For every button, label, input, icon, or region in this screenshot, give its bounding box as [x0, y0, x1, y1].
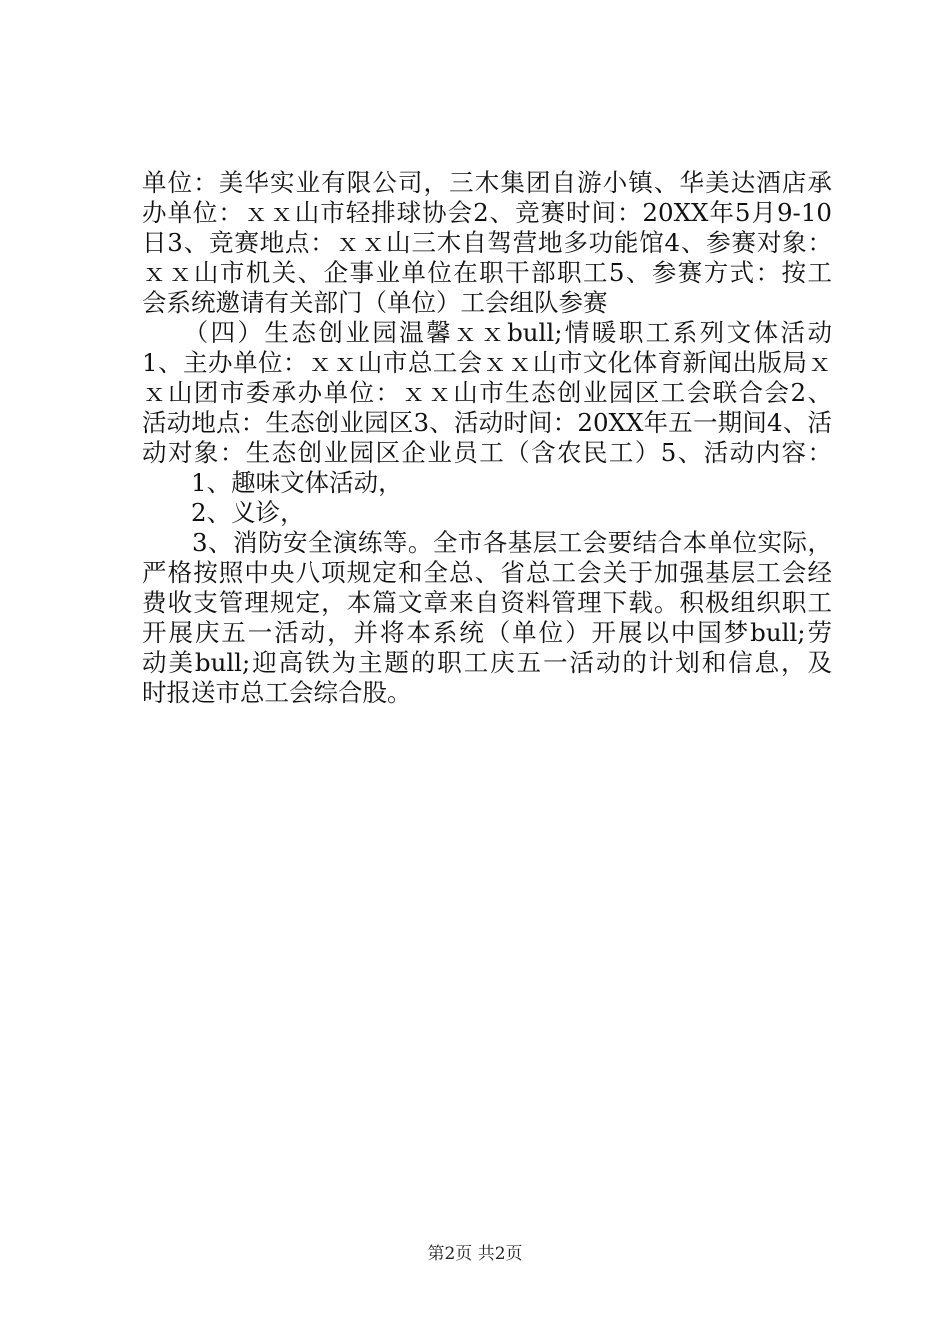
- text-line: 时报送市总工会综合股。: [142, 678, 412, 707]
- text-line: 活动地点：生态创业园区3、活动时间：20XX年五一期间4、活: [142, 408, 832, 437]
- text-line: 3、消防安全演练等。全市各基层工会要结合本单位实际，: [142, 528, 832, 557]
- text-line: 日3、竞赛地点：ｘｘ山三木自驾营地多功能馆4、参赛对象：: [142, 228, 832, 257]
- text-line: 费收支管理规定，本篇文章来自资料管理下载。积极组织职工: [142, 588, 832, 617]
- text-line: ｘｘ山市机关、企事业单位在职干部职工5、参赛方式：按工: [142, 258, 832, 287]
- text-line: 单位：美华实业有限公司，三木集团自游小镇、华美达酒店承: [142, 168, 832, 197]
- text-line: 严格按照中央八项规定和全总、省总工会关于加强基层工会经: [142, 558, 832, 587]
- text-line: 动美bull;迎高铁为主题的职工庆五一活动的计划和信息，及: [142, 648, 832, 677]
- text-line: ｘ山团市委承办单位：ｘｘ山市生态创业园区工会联合会2、: [142, 378, 832, 407]
- text-line: 开展庆五一活动，并将本系统（单位）开展以中国梦bull;劳: [142, 618, 832, 647]
- text-line: 动对象：生态创业园区企业员工（含农民工）5、活动内容：: [142, 438, 832, 467]
- text-line: 1、主办单位：ｘｘ山市总工会ｘｘ山市文化体育新闻出版局ｘ: [142, 348, 832, 377]
- text-line: 会系统邀请有关部门（单位）工会组队参赛: [142, 288, 608, 317]
- text-line: （四）生态创业园温馨ｘｘbull;情暖职工系列文体活动: [142, 318, 832, 347]
- page-footer: 第2页 共2页: [427, 1244, 523, 1264]
- text-line: 2、义诊，: [142, 498, 305, 527]
- document-body: [142, 168, 832, 708]
- text-line: 1、趣味文体活动，: [142, 468, 403, 497]
- text-line: 办单位：ｘｘ山市轻排球协会2、竞赛时间：20XX年5月9-10: [142, 198, 832, 227]
